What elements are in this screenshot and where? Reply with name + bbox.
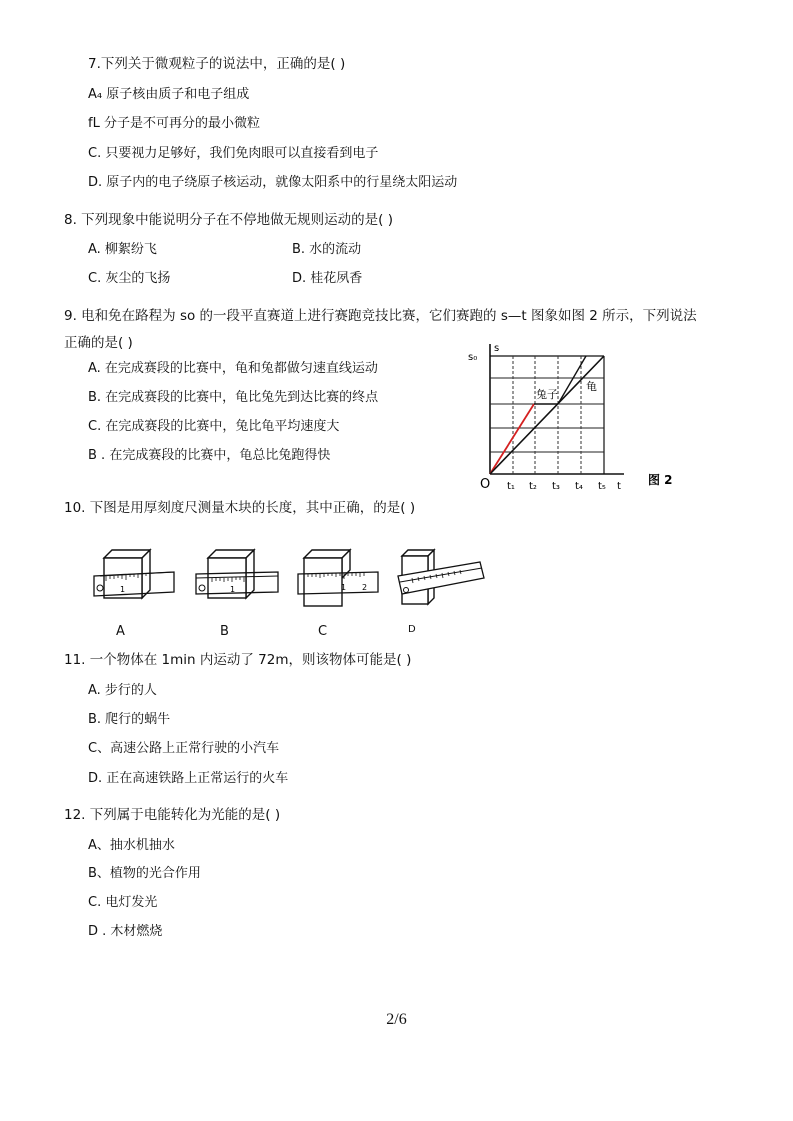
turtle-label: 龟 — [586, 380, 597, 393]
q7-option-d: D. 原子内的电子绕原子核运动，就像太阳系中的行星绕太阳运动 — [88, 175, 458, 190]
s0-label: s₀ — [468, 352, 478, 363]
turtle-line — [490, 356, 604, 474]
ruler-c-num-2: 2 — [362, 583, 368, 592]
tick-t5: t₅ — [598, 481, 606, 492]
ruler-b-num: 1 — [230, 585, 236, 594]
q9-option-b: B. 在完成赛段的比赛中，龟比兔先到达比赛的终点 — [88, 390, 379, 405]
q8-option-a: A. 柳絮纷飞 — [88, 242, 157, 257]
q11-stem: 11. 一个物体在 1min 内运动了 72m，则该物体可能是( ) — [64, 652, 412, 668]
ruler-label-c: C — [318, 624, 328, 639]
q9-option-d: B . 在完成赛段的比赛中，龟总比兔跑得快 — [88, 448, 331, 463]
q11-option-b: B. 爬行的蜗牛 — [88, 712, 171, 727]
origin-label: O — [480, 477, 491, 492]
rabbit-label: 兔子 — [536, 388, 558, 401]
q9-st-graph — [462, 338, 692, 493]
q9-stem-line2: 正确的是( ) — [64, 335, 133, 351]
q8-stem: 8. 下列现象中能说明分子在不停地做无规则运动的是( ) — [64, 212, 393, 228]
tick-t3: t₃ — [552, 481, 560, 492]
q12-option-a: A、抽水机抽水 — [88, 838, 175, 853]
q9-stem-line1: 9. 电和免在路程为 so 的一段平直赛道上进行赛跑竞技比赛，它们赛跑的 s—t 图象如图 2 所示，下列说法 — [64, 308, 697, 324]
q8-option-d: D. 桂花夙香 — [292, 271, 363, 286]
q7-option-a: A₄ 原子核由质子和电子组成 — [88, 87, 250, 102]
q7-option-c: C. 只要视力足够好，我们免肉眼可以直接看到电子 — [88, 146, 379, 161]
q9-option-a: A. 在完成赛段的比赛中，龟和兔都做匀速直线运动 — [88, 361, 378, 376]
tick-t2: t₂ — [529, 481, 537, 492]
q7-option-b: fL 分子是不可再分的最小微粒 — [88, 116, 260, 131]
ruler-figure-c — [296, 548, 380, 610]
tick-t4: t₄ — [575, 481, 583, 492]
ruler-label-a: A — [116, 624, 125, 639]
q12-option-d: D . 木材燃烧 — [88, 924, 163, 939]
q8-option-c: C. 灰尘的飞扬 — [88, 271, 171, 286]
s-axis-label: s — [494, 343, 500, 354]
ruler-label-b: B — [220, 624, 229, 639]
ruler-figure-b — [194, 548, 280, 614]
q10-stem: 10. 下图是用厚刻度尺测量木块的长度，其中正确，的是( ) — [64, 500, 416, 516]
rabbit-line — [490, 404, 534, 474]
page-number: 2/6 — [386, 1011, 407, 1028]
q12-option-b: B、植物的光合作用 — [88, 866, 201, 881]
t-axis-label: t — [617, 481, 621, 492]
ruler-figure-a — [92, 548, 176, 614]
q11-option-a: A. 步行的人 — [88, 683, 157, 698]
ruler-a-num: 1 — [120, 585, 126, 594]
ruler-c-num-1: 1 — [341, 583, 347, 592]
ruler-label-d: D — [408, 624, 416, 635]
q11-option-c: C、高速公路上正常行驶的小汽车 — [88, 741, 280, 756]
figure-caption: 图 2 — [648, 473, 673, 487]
q8-option-b: B. 水的流动 — [292, 242, 362, 257]
q9-option-c: C. 在完成赛段的比赛中，兔比龟平均速度大 — [88, 419, 340, 434]
q7-stem: 7.下列关于微观粒子的说法中，正确的是( ) — [88, 56, 346, 72]
ruler-figure-d — [396, 546, 488, 612]
q11-option-d: D. 正在高速铁路上正常运行的火车 — [88, 771, 289, 786]
q12-stem: 12. 下列属于电能转化为光能的是( ) — [64, 807, 281, 823]
tick-t1: t₁ — [507, 481, 515, 492]
q12-option-c: C. 电灯发光 — [88, 895, 158, 910]
